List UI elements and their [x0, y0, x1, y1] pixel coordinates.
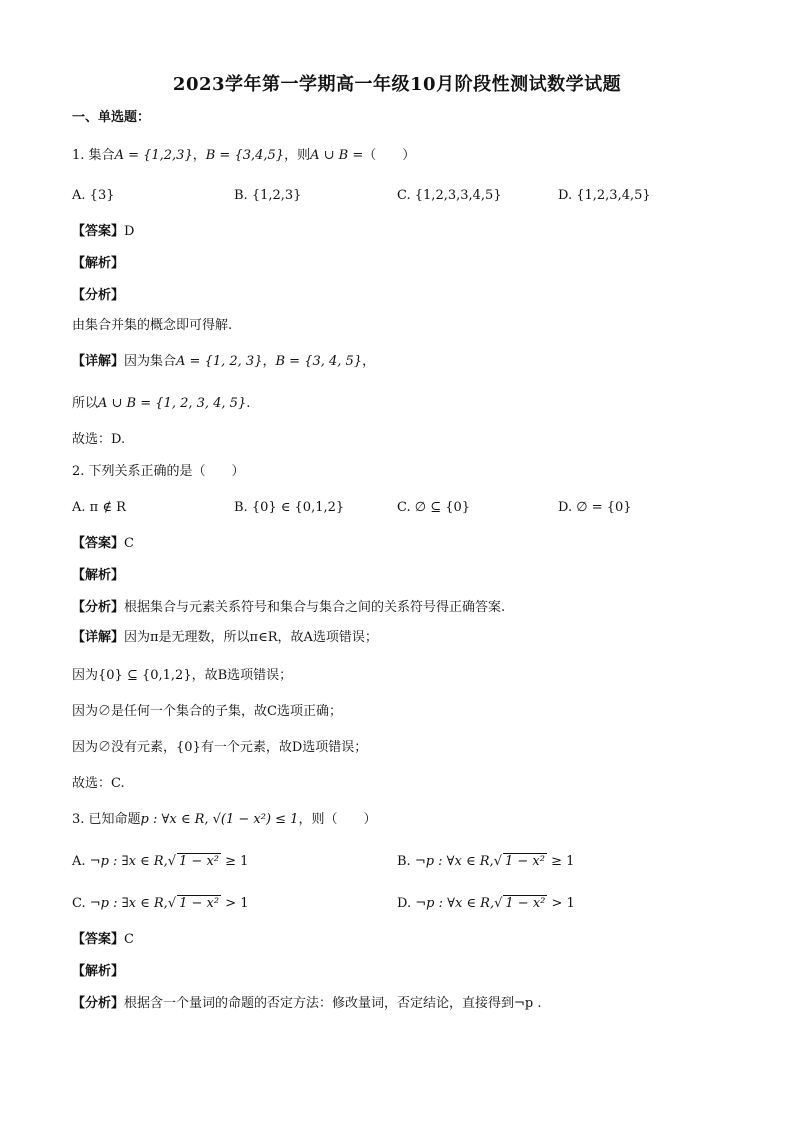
q2-line-4: 因为∅没有元素，{0}有一个元素，故D选项错误；: [72, 740, 368, 755]
answer-value: C: [124, 932, 134, 947]
q3-option-b: [397, 852, 574, 872]
q3-option-a: [72, 852, 248, 872]
option-label: A.: [72, 854, 86, 869]
q3-jiexi: 【解析】: [72, 964, 125, 979]
option-radicand: 1 − x²: [505, 896, 546, 911]
q2-option-d: [558, 498, 632, 518]
q1-option-c: [397, 186, 502, 206]
option-radicand: 1 − x²: [504, 854, 545, 869]
suoyi-expr: A ∪ B = {1, 2, 3, 4, 5}: [98, 396, 247, 411]
option-label: B.: [234, 500, 248, 515]
q3-stem-post: ，则（ ）: [298, 812, 377, 827]
q3-option-c: [72, 894, 249, 914]
xiangjie-mid: ，: [262, 354, 276, 369]
option-value: {3}: [89, 188, 115, 203]
q1-fenxi: 由集合并集的概念即可得解.: [72, 318, 233, 333]
sqrt-icon: √: [167, 896, 177, 911]
suoyi-pre: 所以: [72, 396, 99, 411]
q2-stem: 2. 下列关系正确的是（ ）: [72, 464, 245, 479]
q1-comma: ，: [192, 148, 206, 163]
q1-option-b: [234, 186, 301, 206]
option-value: {1,2,3,4,5}: [576, 188, 651, 203]
q1-paren: （ ）: [363, 148, 416, 163]
q1-jiexi: 【解析】: [72, 256, 125, 271]
xiangjie-tag: 【详解】: [72, 630, 125, 645]
q2-answer: [72, 534, 134, 554]
q1-fenxi-tag: 【分析】: [72, 288, 125, 303]
fenxi-text: 根据集合与元素关系符号和集合与集合之间的关系符号得正确答案.: [124, 600, 506, 615]
option-value: ∅ ⊆ {0}: [414, 500, 471, 515]
q1-set-a: A = {1,2,3}: [114, 148, 193, 163]
option-label: D.: [558, 500, 573, 515]
section-heading: 一、单选题：: [72, 110, 151, 125]
xiangjie-end: ，: [362, 354, 376, 369]
q1-expr: A ∪ B =: [310, 148, 364, 163]
q1-stem-post: ，则: [284, 148, 311, 163]
sqrt-icon: √: [494, 896, 503, 911]
option-label: B.: [234, 188, 248, 203]
xiangjie-set-b: B = {3, 4, 5}: [275, 354, 363, 369]
option-value: π ∉ R: [89, 500, 126, 515]
sqrt-icon: √: [493, 854, 502, 869]
q2-jiexi: 【解析】: [72, 568, 125, 583]
option-rel: > 1: [225, 896, 249, 911]
option-label: D.: [558, 188, 573, 203]
q1-stem-pre: 集合: [88, 148, 115, 163]
q2-fenxi: [72, 598, 505, 618]
sqrt-icon: √: [167, 854, 177, 869]
q2-option-a: [72, 498, 126, 518]
option-label: B.: [397, 854, 411, 869]
q2-guxuan: 故选：C.: [72, 776, 125, 791]
option-rel: ≥ 1: [551, 854, 575, 869]
q1-xiangjie: [72, 352, 375, 372]
q3-stem: [72, 810, 376, 830]
fenxi-tag: 【分析】: [72, 600, 125, 615]
q1-option-a: [72, 186, 115, 206]
q1-number: 1.: [72, 148, 85, 163]
answer-value: C: [124, 536, 134, 551]
q3-answer: [72, 930, 134, 950]
q1-option-d: [558, 186, 651, 206]
option-rel: ≥ 1: [225, 854, 249, 869]
q1-answer: [72, 222, 134, 242]
xiangjie-pre: 因为集合: [124, 354, 177, 369]
option-value: ∅ = {0}: [576, 500, 632, 515]
option-rel: > 1: [551, 896, 575, 911]
option-label: C.: [72, 896, 86, 911]
page-title: 2023学年第一学期高一年级10月阶段性测试数学试题: [172, 74, 622, 95]
option-value: {0} ∈ {0,1,2}: [251, 500, 345, 515]
xiangjie-text: 因为π是无理数，所以π∈R，故A选项错误；: [124, 630, 378, 645]
option-label: D.: [397, 896, 412, 911]
q1-guxuan: 故选：D.: [72, 432, 126, 447]
xiangjie-set-a: A = {1, 2, 3}: [176, 354, 263, 369]
q1-suoyi: [72, 394, 250, 414]
answer-tag: 【答案】: [72, 536, 125, 551]
q3-fenxi: [72, 994, 542, 1014]
q1-stem: [72, 146, 415, 166]
fenxi-text: 根据含一个量词的命题的否定方法：修改量词，否定结论，直接得到¬p .: [124, 996, 542, 1011]
answer-tag: 【答案】: [72, 224, 125, 239]
q3-option-d: [397, 894, 575, 914]
q2-line-2: 因为{0} ⊆ {0,1,2}，故B选项错误；: [72, 668, 293, 683]
option-label: C.: [397, 188, 411, 203]
q3-stem-math: p : ∀x ∈ R, √(1 − x²) ≤ 1: [140, 812, 299, 827]
q1-set-b: B = {3,4,5}: [205, 148, 285, 163]
q2-option-b: [234, 498, 344, 518]
q2-option-c: [397, 498, 470, 518]
option-value: {1,2,3,3,4,5}: [414, 188, 502, 203]
option-radicand: 1 − x²: [179, 854, 220, 869]
option-label: A.: [72, 500, 86, 515]
option-pre: ¬p : ∃x ∈ R,: [89, 854, 168, 869]
suoyi-end: .: [246, 396, 251, 411]
answer-tag: 【答案】: [72, 932, 125, 947]
answer-value: D: [124, 224, 135, 239]
option-value: {1,2,3}: [251, 188, 302, 203]
option-label: A.: [72, 188, 86, 203]
option-pre: ¬p : ∀x ∈ R,: [414, 854, 494, 869]
fenxi-tag: 【分析】: [72, 996, 125, 1011]
q2-xiangjie: [72, 628, 378, 648]
option-label: C.: [397, 500, 411, 515]
q3-stem-pre: 3. 已知命题: [72, 812, 141, 827]
option-pre: ¬p : ∃x ∈ R,: [89, 896, 168, 911]
xiangjie-tag: 【详解】: [72, 354, 125, 369]
option-pre: ¬p : ∀x ∈ R,: [415, 896, 495, 911]
q2-line-3: 因为∅是任何一个集合的子集，故C选项正确；: [72, 704, 342, 719]
option-radicand: 1 − x²: [179, 896, 220, 911]
